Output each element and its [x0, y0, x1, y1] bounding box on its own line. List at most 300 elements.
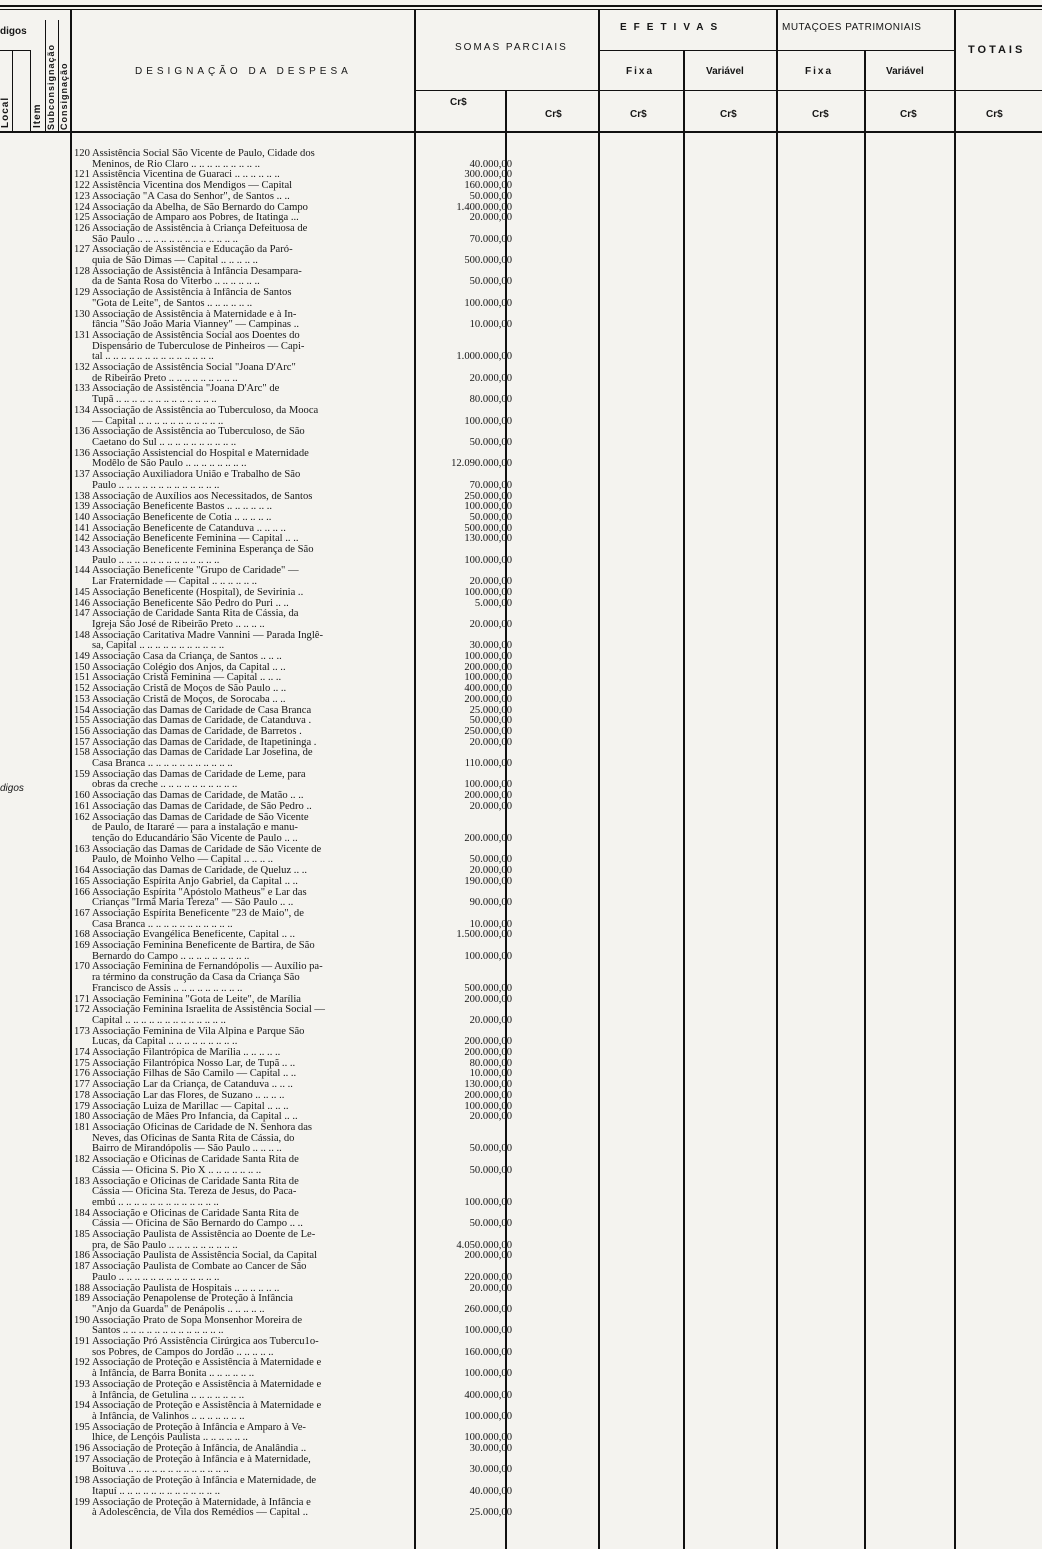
expense-description: Bernardo do Campo .. .. .. .. .. .. .. .. ..	[92, 951, 250, 962]
item-number: 168	[74, 929, 90, 941]
partial-sum: 50.000,00	[469, 190, 512, 202]
expense-row-continuation	[74, 641, 514, 652]
partial-sum: 20.000,00	[469, 1014, 512, 1026]
partial-sum: 300.000,00	[464, 169, 512, 181]
partial-sum: 1.500.000,00	[456, 929, 512, 941]
expense-description: Francisco de Assis .. .. .. .. .. .. .. .. ..	[92, 983, 243, 994]
expense-row	[74, 1262, 514, 1273]
expense-row	[74, 1476, 514, 1487]
expense-description: Associação das Damas de Caridade, de Matão .. ..	[92, 791, 304, 802]
expense-row	[74, 331, 514, 342]
mutacoes-variavel: Variável	[886, 66, 924, 77]
partial-sum: 100.000,00	[464, 1196, 512, 1208]
partial-sum: 100.000,00	[464, 554, 512, 566]
item-number: 175	[74, 1057, 90, 1069]
expense-description: Caetano do Sul .. .. .. .. .. .. .. .. .. ..	[92, 437, 237, 448]
partial-sum: 250.000,00	[464, 725, 512, 737]
expense-description: à Infância, de Valinhos .. .. .. .. .. .. ..	[92, 1411, 245, 1422]
item-number: 184	[74, 1207, 90, 1219]
expense-row	[74, 1316, 514, 1327]
code-rule-1	[12, 50, 13, 132]
expense-row	[74, 288, 514, 299]
expense-row	[74, 545, 514, 556]
expense-row	[74, 363, 514, 374]
expense-description: Associação de Assistência ao Tuberculoso, de São	[92, 427, 305, 438]
efetivas-header: EFETIVAS	[620, 22, 725, 33]
expense-description: quia de São Dimas — Capital .. .. .. .. ..	[92, 256, 258, 267]
expense-description: de Ribeirão Preto .. .. .. .. .. .. .. .. ..	[92, 373, 238, 384]
expense-description: Associação das Damas de Caridade, de Queluz .. ..	[92, 866, 308, 877]
expense-description: Associação de Proteção à Infância, de Analândia ..	[92, 1444, 307, 1455]
item-number: 151	[74, 672, 90, 684]
partial-sum: 100.000,00	[464, 297, 512, 309]
expense-description: Associação de Proteção e Assistência à Maternidade e	[92, 1401, 322, 1412]
partial-sum: 100.000,00	[464, 415, 512, 427]
expense-description: à Infância, de Getulina .. .. .. .. .. .. ..	[92, 1390, 245, 1401]
partial-sum: 100.000,00	[464, 1368, 512, 1380]
currency-somas-1: Cr$	[450, 97, 467, 108]
partial-sum: 40.000,00	[469, 158, 512, 170]
expense-row	[74, 791, 514, 802]
designacao-header: DESIGNAÇÃO DA DESPESA	[135, 66, 352, 77]
item-number: 180	[74, 1111, 90, 1123]
expense-row	[74, 727, 514, 738]
expense-row-continuation	[74, 438, 514, 449]
expense-description: Associação de Proteção e Assistência à Maternidade e	[92, 1358, 322, 1369]
expense-description: Associação Beneficente Bastos .. .. .. .. .. ..	[92, 502, 273, 513]
item-number: 133	[74, 383, 90, 395]
expense-row	[74, 181, 514, 192]
expense-description: Associação de Auxílios aos Necessitados, de Santos	[92, 491, 313, 502]
partial-sum: 110.000,00	[464, 758, 512, 770]
expense-description: Casa Branca .. .. .. .. .. .. .. .. .. .. ..	[92, 759, 233, 770]
header-bottom-rule	[0, 131, 1042, 133]
item-number: 139	[74, 501, 90, 513]
subconsignacao-header: Subconsignação	[46, 43, 56, 130]
expense-row	[74, 213, 514, 224]
item-number: 170	[74, 961, 90, 973]
item-number: 187	[74, 1261, 90, 1273]
expense-row	[74, 310, 514, 321]
partial-sum: 50.000,00	[469, 436, 512, 448]
expense-row	[74, 588, 514, 599]
expense-description: Associação de Assistência à Infância Desampara-	[92, 266, 302, 277]
item-number: 149	[74, 651, 90, 663]
expense-row	[74, 1123, 514, 1134]
expense-row-continuation	[74, 1134, 514, 1145]
partial-sum: 20.000,00	[469, 1111, 512, 1123]
expense-row	[74, 1209, 514, 1220]
partial-sum: 90.000,00	[469, 897, 512, 909]
item-number: 178	[74, 1089, 90, 1101]
partial-sum: 200.000,00	[464, 1250, 512, 1262]
partial-sum: 20.000,00	[469, 1282, 512, 1294]
expense-row	[74, 706, 514, 717]
item-number: 179	[74, 1100, 90, 1112]
expense-description: Associação das Damas de Caridade de São Vicente	[92, 812, 309, 823]
partial-sum: 50.000,00	[469, 511, 512, 523]
partial-sum: 260.000,00	[464, 1303, 512, 1315]
partial-sum: 10.000,00	[469, 1068, 512, 1080]
expense-row	[74, 770, 514, 781]
partial-sum: 20.000,00	[469, 736, 512, 748]
expense-row-continuation	[74, 1166, 514, 1177]
expense-description: Associação e Oficinas de Caridade Santa Rita de	[92, 1176, 299, 1187]
partial-sum: 50.000,00	[469, 854, 512, 866]
partial-sum: 100.000,00	[464, 1325, 512, 1337]
expense-row	[74, 1005, 514, 1016]
expense-row	[74, 192, 514, 203]
item-number: 192	[74, 1357, 90, 1369]
expense-description: Itapuí .. .. .. .. .. .. .. .. .. .. .. .. ..	[92, 1486, 220, 1497]
item-number: 153	[74, 693, 90, 705]
partial-sum: 40.000,00	[469, 1485, 512, 1497]
partial-sum: 50.000,00	[469, 276, 512, 288]
item-number: 143	[74, 544, 90, 556]
partial-sum: 80.000,00	[469, 394, 512, 406]
expense-row-continuation	[74, 1241, 514, 1252]
expense-description: Associação das Damas de Caridade de Leme, para	[92, 769, 306, 780]
expense-description: embú .. .. .. .. .. .. .. .. .. .. .. .. ..	[92, 1197, 219, 1208]
partial-sum: 130.000,00	[464, 533, 512, 545]
partial-sum: 50.000,00	[469, 1218, 512, 1230]
partial-sum: 400.000,00	[464, 683, 512, 695]
item-number: 146	[74, 597, 90, 609]
expense-row	[74, 802, 514, 813]
expense-row-continuation	[74, 1369, 514, 1380]
expense-description: Associação Beneficente de Catanduva .. .. .. ..	[92, 523, 286, 534]
expense-row	[74, 1155, 514, 1166]
expense-description: Associação Paulista de Hospitais .. .. .. .. .. ..	[92, 1283, 280, 1294]
item-number: 138	[74, 490, 90, 502]
item-number: 198	[74, 1475, 90, 1487]
expense-description: Associação de Assistência à Maternidade e à In-	[92, 309, 297, 320]
expense-description: Associação Feminina Israelita de Assistência Social —	[92, 1005, 326, 1016]
expense-description: fância "São João Maria Vianney" — Campinas ..	[92, 320, 299, 331]
item-number: 141	[74, 522, 90, 534]
expense-description: Paulo .. .. .. .. .. .. .. .. .. .. .. .. ..	[92, 1272, 220, 1283]
partial-sum: 20.000,00	[469, 800, 512, 812]
partial-sum: 20.000,00	[469, 618, 512, 630]
partial-sum: 200.000,00	[464, 1089, 512, 1101]
partial-sum: 500.000,00	[464, 255, 512, 267]
efetivas-fixa: Fixa	[626, 66, 655, 77]
expense-row-continuation	[74, 459, 514, 470]
currency-totais: Cr$	[986, 109, 1003, 120]
item-number: 150	[74, 661, 90, 673]
expense-description: Associação Casa da Criança, de Santos .. .. ..	[92, 652, 282, 663]
item-number: 134	[74, 404, 90, 416]
expense-description: Associação Penapolense de Proteção à Infância	[92, 1294, 293, 1305]
expense-row	[74, 631, 514, 642]
expense-description: de Paulo, de Itararé — para a instalação e manu-	[92, 823, 298, 834]
item-number: 172	[74, 1004, 90, 1016]
item-number: 136	[74, 447, 90, 459]
expense-row	[74, 384, 514, 395]
item-number: 176	[74, 1068, 90, 1080]
code-rule-2	[30, 50, 31, 132]
expense-row	[74, 524, 514, 535]
partial-sum: 220.000,00	[464, 1271, 512, 1283]
expense-description: Associação e Oficinas de Caridade Santa Rita de	[92, 1155, 299, 1166]
expense-row	[74, 1455, 514, 1466]
expense-description: Dispensário de Tuberculose de Pinheiros — Capi-	[92, 341, 305, 352]
expense-row	[74, 813, 514, 824]
expense-row	[74, 203, 514, 214]
expense-description: Associação Filantrópica Nosso Lar, de Tupã .. ..	[92, 1058, 296, 1069]
item-number: 158	[74, 747, 90, 759]
expense-row	[74, 1027, 514, 1038]
expense-row	[74, 492, 514, 503]
expense-row-continuation	[74, 973, 514, 984]
expense-description: Crianças "Irmã Maria Tereza" — São Paulo .. ..	[92, 898, 294, 909]
expense-row-continuation	[74, 256, 514, 267]
expense-description: Lucas, da Capital .. .. .. .. .. .. .. .. ..	[92, 1037, 238, 1048]
expense-description: Cássia — Oficina de São Bernardo do Campo .. ..	[92, 1219, 303, 1230]
item-number: 182	[74, 1154, 90, 1166]
item-number: 121	[74, 169, 90, 181]
expense-description: Associação de Assistência Social "Joana D'Arc"	[92, 363, 296, 374]
expense-description: Associação Auxiliadora União e Trabalho de São	[92, 470, 301, 481]
expense-row	[74, 909, 514, 920]
expense-row-continuation	[74, 1508, 514, 1519]
item-number: 188	[74, 1282, 90, 1294]
col-rule-efetivas	[776, 9, 778, 1549]
expense-description: Associação de Assistência e Educação da Paró-	[92, 245, 293, 256]
expense-description: Associação das Damas de Caridade de São Vicente de	[92, 844, 322, 855]
expense-description: Tupã .. .. .. .. .. .. .. .. .. .. .. .. ..	[92, 395, 217, 406]
expense-row	[74, 1059, 514, 1070]
expense-description: Associação Espírita Beneficente "23 de Maio", de	[92, 908, 304, 919]
expense-description: Associação de Amparo aos Pobres, de Itatinga ...	[92, 213, 299, 224]
expense-description: Associação Evangélica Beneficente, Capital .. ..	[92, 930, 295, 941]
expense-description: — Capital .. .. .. .. .. .. .. .. .. .. ..	[92, 416, 224, 427]
expense-row-continuation	[74, 780, 514, 791]
expense-row	[74, 962, 514, 973]
expense-row	[74, 1294, 514, 1305]
expense-description: Associação Paulista de Assistência ao Doente de Le-	[92, 1230, 316, 1241]
expense-row	[74, 1498, 514, 1509]
expense-row	[74, 1444, 514, 1455]
expense-row	[74, 866, 514, 877]
item-number: 137	[74, 469, 90, 481]
item-number: 130	[74, 308, 90, 320]
partial-sum: 200.000,00	[464, 833, 512, 844]
expense-description: Associação das Damas de Caridade Lar Josefina, de	[92, 748, 313, 759]
item-number: 194	[74, 1400, 90, 1412]
expense-description: Associação Beneficente "Grupo de Caridade" —	[92, 566, 299, 577]
expense-description: Associação da Abelha, de São Bernardo do Campo	[92, 202, 308, 213]
item-number: 129	[74, 287, 90, 299]
expense-description: Associação Feminina de Fernandópolis — Auxílio pa-	[92, 962, 323, 973]
expense-description: lhice, de Lençóis Paulista .. .. .. .. .. ..	[92, 1433, 248, 1444]
item-number: 162	[74, 811, 90, 823]
header-top-rule-2	[0, 9, 1042, 10]
expense-row	[74, 673, 514, 684]
expense-row-continuation	[74, 1326, 514, 1337]
expense-description: Boituva .. .. .. .. .. .. .. .. .. .. .. .. ..	[92, 1465, 229, 1476]
col-rule-mutacoes	[954, 9, 956, 1549]
item-number: 157	[74, 736, 90, 748]
expense-row-continuation	[74, 577, 514, 588]
expense-description: Lar Fraternidade — Capital .. .. .. .. .. ..	[92, 577, 258, 588]
expense-row-continuation	[74, 952, 514, 963]
currency-efetivas-fixa: Cr$	[630, 109, 647, 120]
expense-description: Associação Luiza de Marillac — Capital .. .. ..	[92, 1101, 289, 1112]
partial-sum: 200.000,00	[464, 790, 512, 802]
item-number: 156	[74, 725, 90, 737]
item-number: 145	[74, 586, 90, 598]
expense-row	[74, 663, 514, 674]
partial-sum: 500.000,00	[464, 522, 512, 534]
expense-row	[74, 684, 514, 695]
expense-description: Associação Cristã de Moços de São Paulo .. ..	[92, 684, 287, 695]
expense-description: tal .. .. .. .. .. .. .. .. .. .. .. .. .. ..	[92, 352, 214, 363]
expense-row	[74, 1069, 514, 1080]
expense-description: Neves, das Oficinas de Santa Rita de Cássia, do	[92, 1133, 295, 1144]
expense-description: Santos .. .. .. .. .. .. .. .. .. .. .. .. ..	[92, 1326, 224, 1337]
expense-row-continuation	[74, 920, 514, 931]
expense-row	[74, 470, 514, 481]
totais-header: TOTAIS	[968, 44, 1026, 56]
expense-description: Associação de Proteção e Assistência à Maternidade e	[92, 1379, 322, 1390]
expense-row-continuation	[74, 556, 514, 567]
expense-row-continuation	[74, 1016, 514, 1027]
expense-row-continuation	[74, 823, 514, 834]
item-number: 154	[74, 704, 90, 716]
consignacao-header: Consignação	[59, 62, 69, 130]
partial-sum: 20.000,00	[469, 576, 512, 588]
hdr-rule-sub	[598, 50, 954, 51]
expense-row-continuation	[74, 1144, 514, 1155]
expense-row	[74, 1177, 514, 1188]
expense-description: Modêlo de São Paulo .. .. .. .. .. .. .. ..	[92, 459, 247, 470]
expense-row	[74, 1358, 514, 1369]
partial-sum: 50.000,00	[469, 715, 512, 727]
partial-sum: 160.000,00	[464, 180, 512, 192]
expense-description: Associação Beneficente Feminina Esperança de São	[92, 545, 314, 556]
partial-sum: 1.400.000,00	[456, 201, 512, 213]
item-number: 163	[74, 843, 90, 855]
expense-row-continuation	[74, 1219, 514, 1230]
partial-sum: 500.000,00	[464, 982, 512, 994]
hdr-rule-codes	[0, 50, 30, 51]
expense-row-continuation	[74, 417, 514, 428]
item-number: 197	[74, 1453, 90, 1465]
expense-row	[74, 941, 514, 952]
expense-row	[74, 930, 514, 941]
expense-description: Paulo .. .. .. .. .. .. .. .. .. .. .. .. ..	[92, 480, 220, 491]
expense-row	[74, 738, 514, 749]
item-number: 159	[74, 768, 90, 780]
partial-sum: 12.090.000,00	[451, 458, 512, 470]
expense-description: Assistência Vicentina de Guaraci .. .. .. .. .. ..	[92, 170, 280, 181]
expense-row-continuation	[74, 1348, 514, 1359]
expense-row-continuation	[74, 320, 514, 331]
expense-description: pra, de São Paulo .. .. .. .. .. .. .. .. ..	[92, 1240, 238, 1251]
item-number: 125	[74, 212, 90, 224]
mutacoes-fixa: Fixa	[805, 66, 834, 77]
expense-description: Associação Oficinas de Caridade de N. Senhora das	[92, 1122, 313, 1133]
partial-sum: 70.000,00	[469, 479, 512, 491]
item-number: 183	[74, 1175, 90, 1187]
expense-description: Casa Branca .. .. .. .. .. .. .. .. .. .. ..	[92, 919, 233, 930]
expense-row	[74, 534, 514, 545]
expense-description: Associação Lar das Flores, de Suzano .. .. .. ..	[92, 1090, 285, 1101]
expense-description: Associação de Proteção à Maternidade, à Infância e	[92, 1497, 311, 1508]
expense-description: Associação de Assistência Social aos Doentes do	[92, 330, 300, 341]
partial-sum: 30.000,00	[469, 1464, 512, 1476]
expense-description: obras da creche .. .. .. .. .. .. .. .. .. ..	[92, 780, 238, 791]
col-rule-efetivas-mid	[683, 50, 685, 1549]
partial-sum: 190.000,00	[464, 875, 512, 887]
partial-sum: 25.000,00	[469, 704, 512, 716]
item-number: 191	[74, 1336, 90, 1348]
item-number: 161	[74, 800, 90, 812]
item-number: 174	[74, 1047, 90, 1059]
expense-row	[74, 995, 514, 1006]
expense-description: "Anjo da Guarda" de Penápolis .. .. .. .. ..	[92, 1304, 265, 1315]
expense-row	[74, 1230, 514, 1241]
local-header: Local	[0, 96, 11, 128]
partial-sum: 160.000,00	[464, 1346, 512, 1358]
expense-description: Associação Beneficente Feminina — Capital .. ..	[92, 534, 299, 545]
expense-description: sos Pobres, de Campos do Jordão .. .. .. .. ..	[92, 1347, 274, 1358]
expense-description: Associação das Damas de Caridade, de Itapetininga .	[92, 737, 317, 748]
expense-description: Associação de Assistência ao Tuberculoso, da Mooca	[92, 405, 319, 416]
item-number: 196	[74, 1443, 90, 1455]
partial-sum: 100.000,00	[464, 1100, 512, 1112]
expense-row	[74, 149, 514, 160]
expense-row-continuation	[74, 620, 514, 631]
item-number: 147	[74, 608, 90, 620]
partial-sum: 100.000,00	[464, 950, 512, 962]
partial-sum: 100.000,00	[464, 779, 512, 791]
expense-row	[74, 888, 514, 899]
item-number: 189	[74, 1293, 90, 1305]
partial-sum: 100.000,00	[464, 1432, 512, 1444]
expense-description: Meninos, de Rio Claro .. .. .. .. .. .. .. .. ..	[92, 159, 261, 170]
item-number: 181	[74, 1121, 90, 1133]
expense-row-continuation	[74, 395, 514, 406]
partial-sum: 4.050.000,00	[456, 1239, 512, 1251]
expense-row-continuation	[74, 352, 514, 363]
currency-somas-2: Cr$	[545, 109, 562, 120]
expense-row-continuation	[74, 898, 514, 909]
somas-parciais-header: SOMAS PARCIAIS	[455, 42, 568, 53]
partial-sum: 130.000,00	[464, 1079, 512, 1091]
partial-sum: 200.000,00	[464, 1047, 512, 1059]
expense-description: Cássia — Oficina S. Pio X .. .. .. .. .. .. ..	[92, 1165, 262, 1176]
item-number: 140	[74, 511, 90, 523]
side-note: digos	[0, 783, 24, 794]
expense-description: Associação Lar da Criança, de Catanduva .. .. ..	[92, 1080, 293, 1091]
expense-row-continuation	[74, 235, 514, 246]
expense-description: tenção do Educandário São Vicente de Paulo .. ..	[92, 834, 298, 844]
expense-row-continuation	[74, 1487, 514, 1498]
expense-description: Associação Paulista de Assistência Social, da Capital	[92, 1251, 318, 1262]
partial-sum: 200.000,00	[464, 661, 512, 673]
partial-sum: 200.000,00	[464, 1036, 512, 1048]
expense-row	[74, 1102, 514, 1113]
expense-row	[74, 427, 514, 438]
partial-sum: 10.000,00	[469, 918, 512, 930]
expense-description: Associação de Mães Pro Infancia, da Capital .. ..	[92, 1112, 298, 1123]
expense-description: Associação Filantrópica de Marília .. .. .. .. ..	[92, 1048, 281, 1059]
expense-row-continuation	[74, 299, 514, 310]
expense-row	[74, 1337, 514, 1348]
expense-description: Associação Cristã Feminina — Capital .. .. ..	[92, 673, 282, 684]
